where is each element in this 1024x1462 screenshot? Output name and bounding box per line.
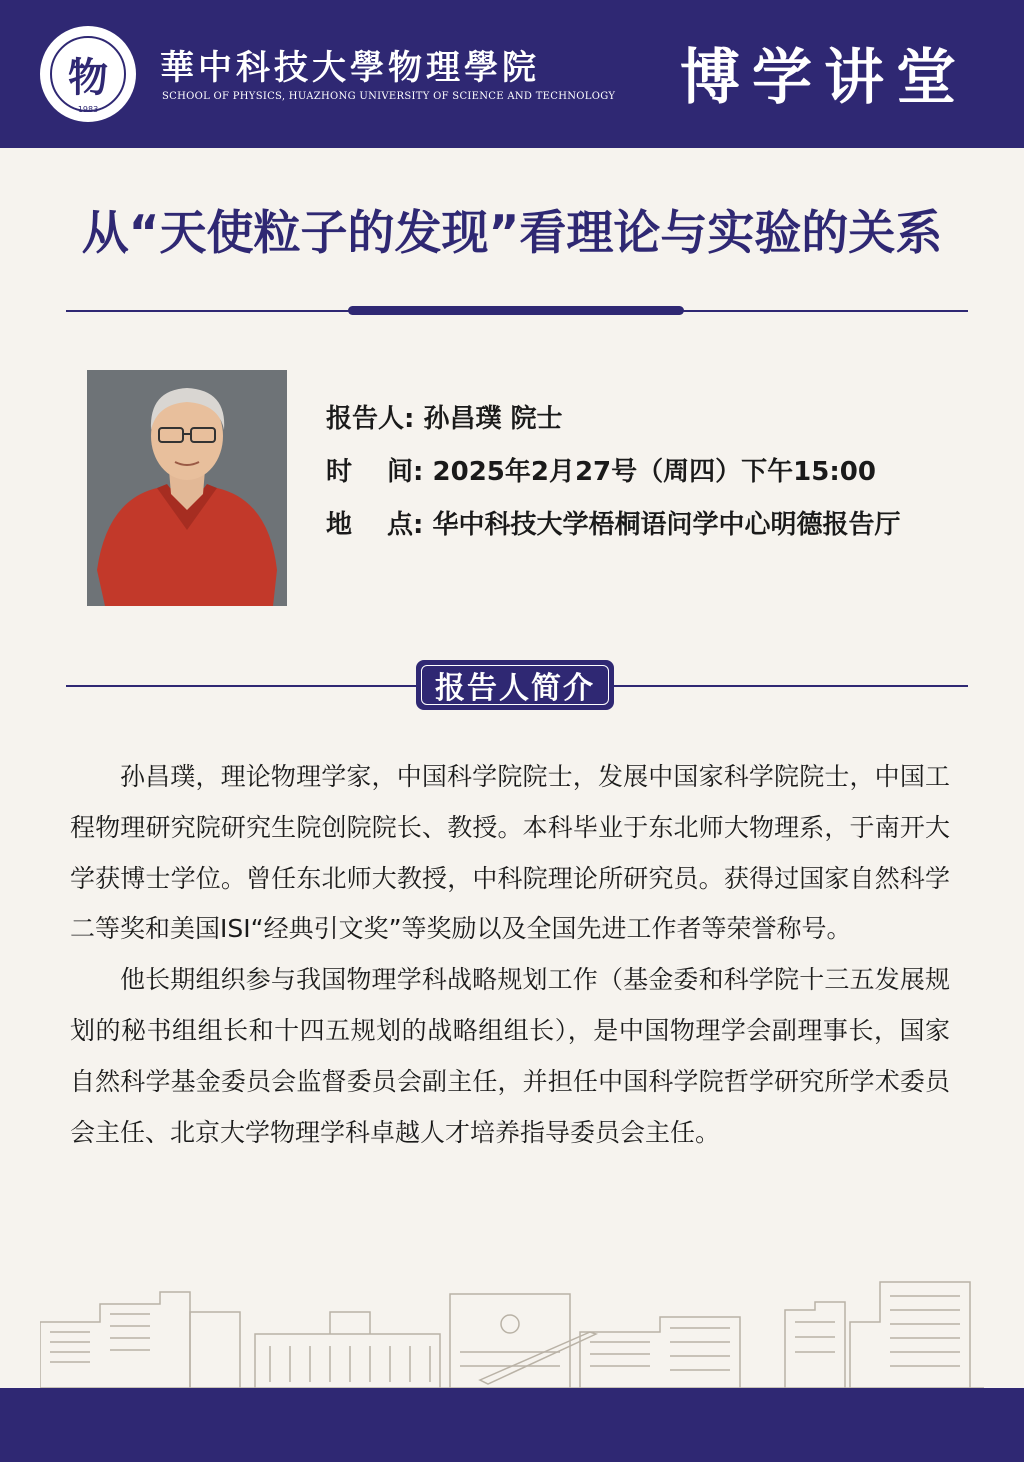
section-heading: 报告人简介 (421, 665, 609, 705)
speaker-photo (87, 370, 287, 606)
campus-skyline-illustration (40, 1262, 984, 1390)
section-divider-right (614, 685, 968, 687)
section-heading-badge (416, 660, 614, 710)
logo-ring (50, 36, 126, 112)
university-name-en: SCHOOL OF PHYSICS, HUAZHONG UNIVERSITY OF SCIENCE AND TECHNOLOGY (162, 91, 616, 102)
university-name-cn: 華中科技大學物理學院 (160, 48, 540, 88)
talk-title: 从“天使粒子的发现”看理论与实验的关系 (81, 206, 943, 261)
title-divider-bar (348, 306, 684, 315)
place-value: 华中科技大学梧桐语问学中心明德报告厅 (432, 510, 901, 540)
time-value: 2025年2月27号（周四）下午15:00 (432, 457, 876, 487)
talk-info (326, 400, 901, 559)
place-label: 地 点: (326, 510, 424, 540)
place-row (326, 506, 901, 559)
school-logo (40, 26, 136, 122)
time-row (326, 453, 901, 506)
footer-banner (0, 1388, 1024, 1462)
logo-year: 1983 (77, 105, 99, 114)
bio-paragraph: 孙昌璞，理论物理学家，中国科学院院士，发展中国家科学院院士，中国工程物理研究院研究生院创院院长、教授。本科毕业于东北师大物理系，于南开大学获博士学位。曾任东北师大教授，中科院理论所研究员。获得过国家自然科学二等奖和美国ISI“经典引文奖”等奖励以及全国先进工作者等荣誉称号。 (70, 762, 950, 944)
series-title: 博学讲堂 (680, 43, 968, 113)
section-divider-left (66, 685, 418, 687)
header-banner (0, 0, 1024, 148)
speaker-row (326, 400, 901, 453)
speaker-value: 孙昌璞 院士 (423, 404, 563, 434)
logo-glyph: 物 (68, 53, 108, 101)
speaker-bio (70, 752, 950, 1158)
bio-paragraph: 他长期组织参与我国物理学科战略规划工作（基金委和科学院十三五发展规划的秘书组组长和十四五规划的战略组组长），是中国物理学会副理事长，国家自然科学基金委员会监督委员会副主任，并担任中国科学院哲学研究所学术委员会主任、北京大学物理学科卓越人才培养指导委员会主任。 (70, 965, 950, 1147)
time-label: 时 间: (326, 457, 424, 487)
speaker-label: 报告人: (326, 404, 415, 434)
